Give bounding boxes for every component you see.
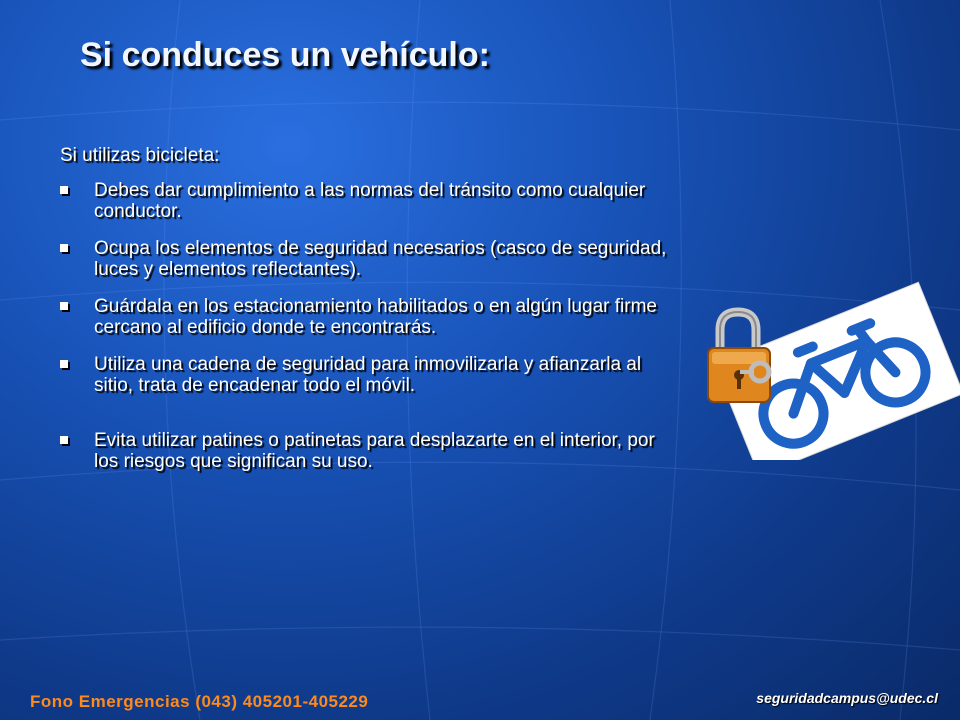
slide-title: Si conduces un vehículo: bbox=[80, 36, 490, 74]
square-bullet-icon bbox=[60, 436, 68, 444]
bicycle-lock-icon bbox=[700, 280, 960, 460]
bullet-text: Utiliza una cadena de seguridad para inmovilizarla y afianzarla al sitio, trata de encadenar todo el móvil. bbox=[94, 354, 642, 396]
square-bullet-icon bbox=[60, 244, 68, 252]
bullet-item bbox=[56, 180, 676, 222]
bullet-text: Evita utilizar patines o patinetas para desplazarte en el interior, por los riesgos que significan su uso. bbox=[94, 430, 655, 472]
slide-subtitle: Si utilizas bicicleta: bbox=[60, 145, 220, 166]
bullet-item bbox=[56, 296, 676, 338]
contact-email[interactable]: seguridadcampus@udec.cl bbox=[756, 690, 938, 706]
padlock-icon bbox=[708, 312, 770, 402]
bullet-list bbox=[56, 180, 676, 488]
bullet-item bbox=[56, 238, 676, 280]
square-bullet-icon bbox=[60, 186, 68, 194]
emergency-phone: Fono Emergencias (043) 405201-405229 bbox=[30, 692, 369, 711]
bullet-item bbox=[56, 430, 676, 472]
bullet-text: Ocupa los elementos de seguridad necesarios (casco de seguridad, luces y elementos reflectantes). bbox=[94, 238, 667, 280]
bullet-text: Guárdala en los estacionamiento habilitados o en algún lugar firme cercano al edificio donde te encontrarás. bbox=[94, 296, 657, 338]
bullet-text: Debes dar cumplimiento a las normas del tránsito como cualquier conductor. bbox=[94, 180, 646, 222]
square-bullet-icon bbox=[60, 302, 68, 310]
bullet-item bbox=[56, 354, 676, 396]
square-bullet-icon bbox=[60, 360, 68, 368]
